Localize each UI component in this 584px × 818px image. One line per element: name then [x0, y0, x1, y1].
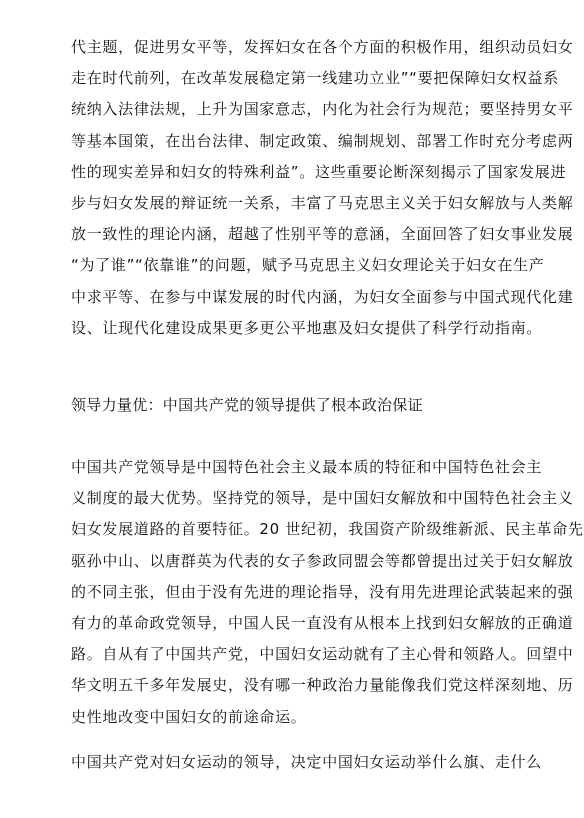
text-line: 中国共产党对妇女运动的领导，决定中国妇女运动举什么旗、走什么 — [71, 753, 543, 771]
text-line: 驱孙中山、以唐群英为代表的女子参政同盟会等都曾提出过关于妇女解放 — [71, 551, 574, 570]
text-line: 代主题，促进男女平等，发挥妇女在各个方面的积极作用，组织动员妇女 — [71, 38, 574, 56]
text-line: 中求平等、在参与中谋发展的时代内涵，为妇女全面参与中国式现代化建 — [71, 287, 574, 306]
paragraph-party-leadership-continued — [71, 747, 543, 778]
text-line: 有力的革命政党领导，中国人民一直没有从根本上找到妇女解放的正确道 — [71, 613, 574, 632]
paragraph-women-development-theory — [71, 32, 574, 344]
paragraph-party-leadership — [71, 452, 584, 733]
text-line: 义制度的最大优势。坚持党的领导，是中国妇女解放和中国特色社会主义 — [71, 489, 574, 508]
text-line: 路。自从有了中国共产党，中国妇女运动就有了主心骨和领路人。回望中 — [71, 645, 574, 664]
text-line: 等基本国策，在出台法律、制定政策、编制规划、部署工作时充分考虑两 — [71, 131, 574, 150]
text-line: 性的现实差异和妇女的特殊利益”。这些重要论断深刻揭示了国家发展进 — [71, 162, 567, 181]
text-line: 妇女发展道路的首要特征。20 世纪初，我国资产阶级维新派、民主革命先 — [71, 520, 584, 539]
text-line: 统纳入法律法规，上升为国家意志，内化为社会行为规范；要坚持男女平 — [71, 100, 574, 119]
text-line: “为了谁”“依靠谁”的问题，赋予马克思主义妇女理论关于妇女在生产 — [71, 256, 545, 275]
text-line: 放一致性的理论内涵，超越了性别平等的意涵，全面回答了妇女事业发展 — [71, 225, 574, 244]
text-line: 华文明五千多年发展史，没有哪一种政治力量能像我们党这样深刻地、历 — [71, 676, 574, 695]
text-line: 的不同主张，但由于没有先进的理论指导，没有用先进理论武装起来的强 — [71, 582, 574, 601]
section-heading — [71, 390, 515, 421]
text-line: 走在时代前列，在改革发展稳定第一线建功立业”“要把保障妇女权益系 — [71, 69, 559, 88]
text-line: 设、让现代化建设成果更多更公平地惠及妇女提供了科学行动指南。 — [71, 318, 543, 337]
text-line: 中国共产党领导是中国特色社会主义最本质的特征和中国特色社会主 — [71, 458, 543, 476]
text-line: 步与妇女发展的辩证统一关系，丰富了马克思主义关于妇女解放与人类解 — [71, 193, 574, 212]
text-line: 史性地改变中国妇女的前途命运。 — [71, 707, 307, 726]
section-heading-text: 领导力量优：中国共产党的领导提供了根本政治保证 — [71, 396, 423, 414]
